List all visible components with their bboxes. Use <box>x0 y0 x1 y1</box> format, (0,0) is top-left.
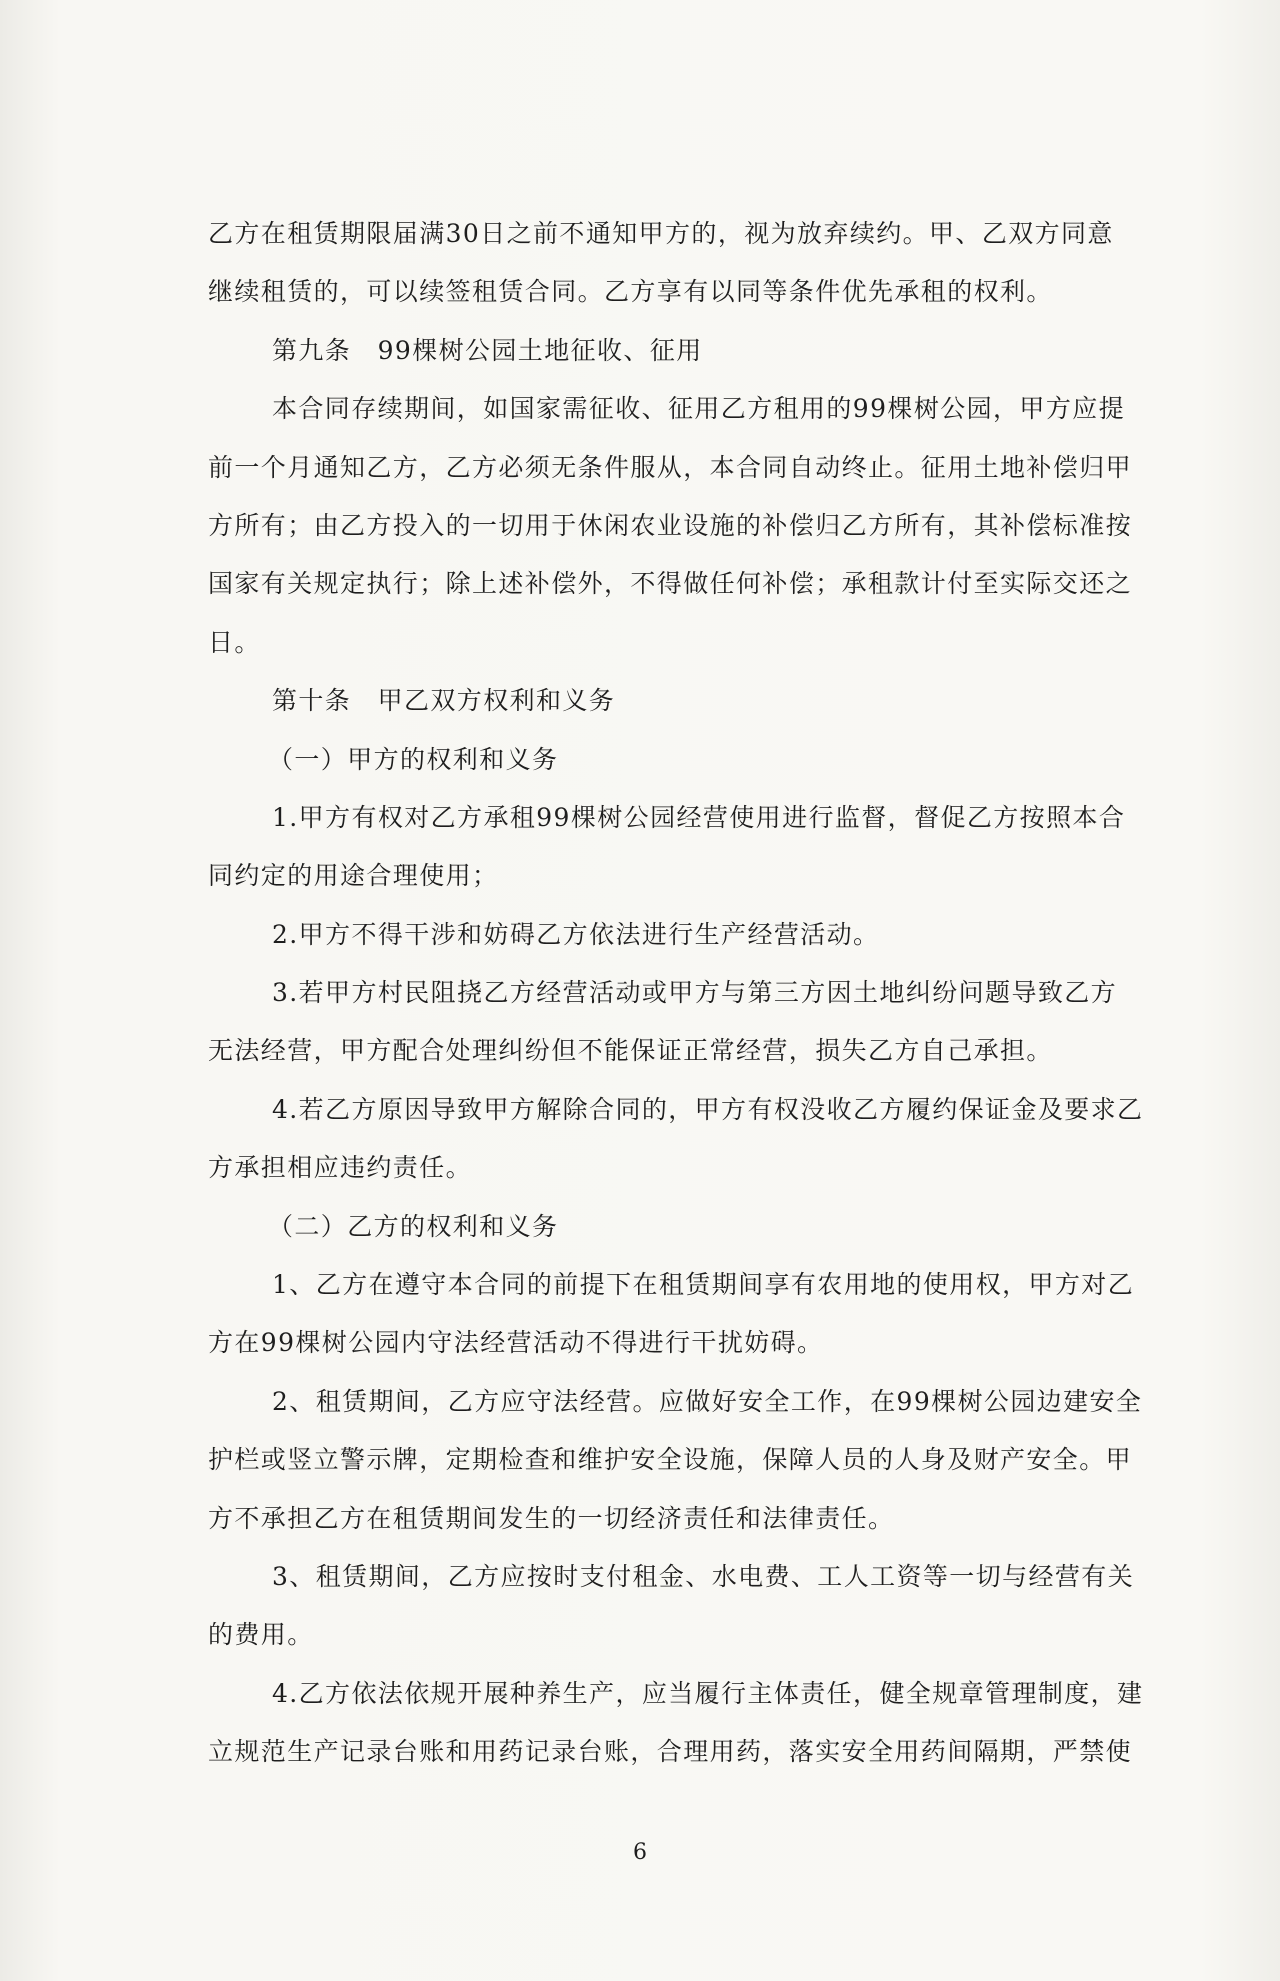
text-line: 2、租赁期间，乙方应守法经营。应做好安全工作，在99棵树公园边建安全 <box>272 1386 1143 1416</box>
text-line: 4.若乙方原因导致甲方解除合同的，甲方有权没收乙方履约保证金及要求乙 <box>272 1094 1144 1124</box>
page-number: 6 <box>633 1840 647 1865</box>
text-line: 继续租赁的，可以续签租赁合同。乙方享有以同等条件优先承租的权利。 <box>208 277 1053 307</box>
text-line: 4.乙方依法依规开展种养生产，应当履行主体责任，健全规章管理制度，建 <box>272 1678 1144 1708</box>
text-line: 乙方在租赁期限届满30日之前不通知甲方的，视为放弃续约。甲、乙双方同意 <box>208 219 1114 248</box>
text-line: 国家有关规定执行；除上述补偿外，不得做任何补偿；承租款计付至实际交还之 <box>208 569 1133 599</box>
text-line: 方所有；由乙方投入的一切用于休闲农业设施的补偿归乙方所有，其补偿标准按 <box>208 510 1133 540</box>
text-line: 3、租赁期间，乙方应按时支付租金、水电费、工人工资等一切与经营有关 <box>272 1561 1135 1591</box>
text-line: 前一个月通知乙方，乙方必须无条件服从，本合同自动终止。征用土地补偿归甲 <box>208 452 1133 482</box>
text-line: 2.甲方不得干涉和妨碍乙方依法进行生产经营活动。 <box>272 919 880 949</box>
section-heading-9: 第九条 99棵树公园土地征收、征用 <box>272 335 703 365</box>
text-line: 的费用。 <box>208 1620 314 1650</box>
text-line: 方不承担乙方在租赁期间发生的一切经济责任和法律责任。 <box>208 1503 895 1533</box>
text-line: 1、乙方在遵守本合同的前提下在租赁期间享有农用地的使用权，甲方对乙 <box>272 1270 1135 1300</box>
text-line: 1.甲方有权对乙方承租99棵树公园经营使用进行监督，督促乙方按照本合 <box>272 802 1126 832</box>
section-heading-10: 第十条 甲乙双方权利和义务 <box>272 686 616 716</box>
subsection-heading-party-a: （一）甲方的权利和义务 <box>268 744 559 774</box>
text-line: 方承担相应违约责任。 <box>208 1153 473 1183</box>
text-line: 护栏或竖立警示牌，定期检查和维护安全设施，保障人员的人身及财产安全。甲 <box>208 1445 1133 1475</box>
text-line: 日。 <box>208 627 261 657</box>
document-body <box>208 205 1168 1782</box>
text-line: 无法经营，甲方配合处理纠纷但不能保证正常经营，损失乙方自己承担。 <box>208 1036 1053 1066</box>
text-line: 3.若甲方村民阻挠乙方经营活动或甲方与第三方因土地纠纷问题导致乙方 <box>272 978 1118 1008</box>
text-line: 方在99棵树公园内守法经营活动不得进行干扰妨碍。 <box>208 1328 824 1358</box>
text-line: 同约定的用途合理使用； <box>208 861 499 891</box>
text-line: 立规范生产记录台账和用药记录台账，合理用药，落实安全用药间隔期，严禁使 <box>208 1737 1133 1767</box>
subsection-heading-party-b: （二）乙方的权利和义务 <box>268 1211 559 1241</box>
text-line: 本合同存续期间，如国家需征收、征用乙方租用的99棵树公园，甲方应提 <box>272 394 1126 424</box>
